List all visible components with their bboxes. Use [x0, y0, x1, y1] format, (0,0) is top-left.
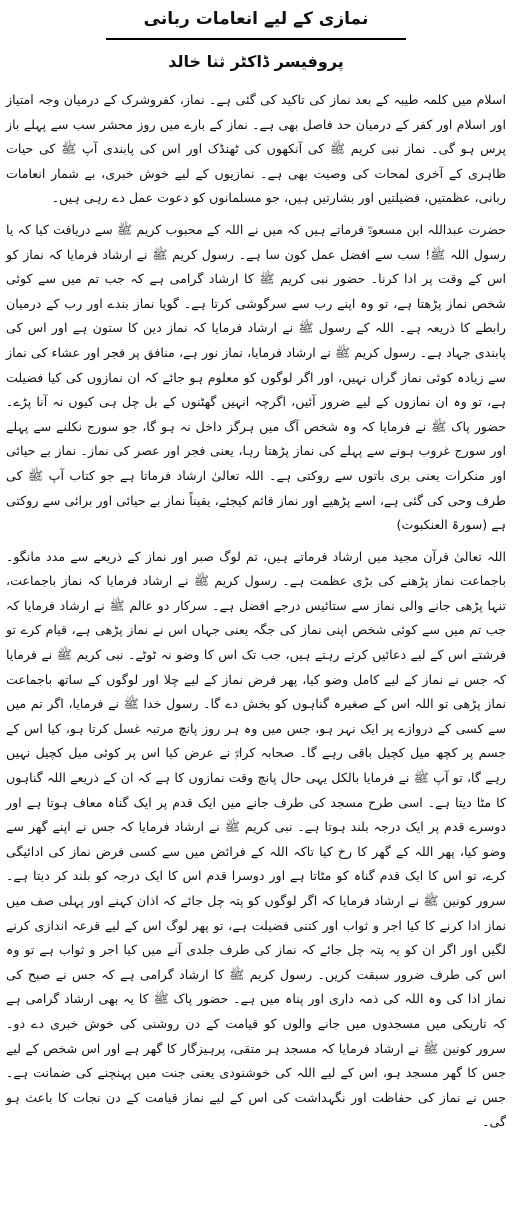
article-author: پروفیسر ڈاکٹر ثنا خالد — [168, 52, 344, 71]
article-paragraph-3: اللہ تعالیٰ قرآن مجید میں ارشاد فرماتے ہیں، تم لوگ صبر اور نماز کے ذریعے سے مدد مانگو۔ باجماعت نماز پڑھنے کی بڑی عظمت ہے۔ رسول کریم ﷺ نے ارشاد فرمایا کہ نماز باجماعت، تنہا پڑھی جانے والی نماز سے ستائیس درجے افضل ہے۔ سرکار دو عالم ﷺ نے ارشاد فرمایا کہ جب تم میں سے کوئی شخص اپنی نماز کی جگہ یعنی جہاں اس نے نماز پڑھی ہے، قیام کرے تو فرشتے اس کے لیے دعائیں کرتے رہتے ہیں، جب تک اس کا وضو نہ ٹوٹے۔ نبی کریم ﷺ نے فرمایا کہ جس نے نماز کے لیے کامل وضو کیا، پھر فرض نماز کے لیے چلا اور لوگوں کے ساتھ باجماعت نماز پڑھی تو اللہ اس کے صغیرہ گناہوں کو بخش دے گا۔ رسول خدا ﷺ نے فرمایا، اگر تم میں سے کسی کے دروازے پر ایک نہر ہو، جس میں وہ ہر روز پانچ مرتبہ غسل کرتا ہو، کیا اس کے جسم پر کچھ میل کچیل باقی رہے گا۔ صحابہ کرامؓ نے عرض کیا اس پر کوئی میل کچیل نہیں رہے گا، تو آپ ﷺ نے فرمایا بالکل یہی حال پانچ وقت نمازوں کا ہے کہ ان کے ذریعے اللہ گناہوں کا مٹا دیتا ہے۔ اسی طرح مسجد کی طرف جانے میں ایک قدم پر ایک گناہ معاف ہوتا ہے اور دوسرے قدم پر ایک درجہ بلند ہوتا ہے۔ نبی کریم ﷺ نے ارشاد فرمایا کہ جس نے اپنے گھر سے وضو کیا، پھر اللہ کے گھر کا رخ کیا تاکہ اللہ کے فرائض میں سے کسی فرض نماز کی ادائیگی کرے، تو اس کا ایک قدم گناہ کو مٹاتا ہے اور دوسرا قدم اس کا ایک درجہ کو بلند کر دیتا ہے۔ سرور کونین ﷺ نے ارشاد فرمایا کہ اگر لوگوں کو پتہ چل جائے کہ اذان کہنے اور پہلی صف میں نماز ادا کرنے کا کیا اجر و ثواب اور کتنی فضیلت ہے، تو پھر لوگ اس کے لیے قرعہ اندازی کرنے لگیں اور اگر ان کو یہ پتہ چل جائے کہ نماز کی طرف جلدی آنے میں کیا اجر و ثواب ہے تو وہ اس کی طرف ضرور سبقت کریں۔ رسول کریم ﷺ کا ارشاد گرامی ہے کہ جس نے صبح کی نماز ادا کی وہ اللہ کی ذمہ داری اور پناہ میں ہے۔ حضور پاک ﷺ کا یہ بھی ارشاد گرامی ہے کہ تاریکی میں مسجدوں میں جانے والوں کو قیامت کے دن روشنی کی خوش خبری دے دو۔ سرور کونین ﷺ نے ارشاد فرمایا کہ مسجد ہر متقی، پرہیزگار کا گھر ہے اور اس شخص کے لیے جس کا گھر مسجد ہو، اس کے لیے اللہ کی خوشنودی یعنی جنت میں پہنچنے کی ضمانت ہے۔ جس نے نماز کی حفاظت اور نگہداشت کی اس کے لیے نماز قیامت کے دن نجات کا باعث ہو گی۔ — [6, 548, 506, 1130]
article-paragraph-2: حضرت عبداللہ ابن مسعودؓ فرماتے ہیں کہ میں نے اللہ کے محبوب کریم ﷺ سے دریافت کیا کہ یا رسول اللہ ﷺ! سب سے افضل عمل کون سا ہے۔ رسول کریم ﷺ نے ارشاد فرمایا کہ نماز کو اس کے وقت پر ادا کرنا۔ حضور نبی کریم ﷺ کا ارشاد گرامی ہے کہ جب تم میں سے کوئی شخص نماز پڑھتا ہے، تو وہ اپنے رب سے سرگوشی کرتا ہے۔ گویا نماز بندے اور رب کے درمیان رابطے کا ذریعہ ہے۔ اللہ کے رسول ﷺ نے ارشاد فرمایا کہ نماز دین کا ستون ہے اور اس کی پابندی جہاد ہے۔ رسول کریم ﷺ نے ارشاد فرمایا، نماز نور ہے، منافق پر فجر اور عشاء کی نماز سے زیادہ کوئی نماز گراں نہیں، اور اگر لوگوں کو معلوم ہو جائے کہ ان نمازوں کی کیا فضیلت ہے، تو وہ ان نمازوں کے لیے ضرور آئیں، اگرچہ انہیں گھٹنوں کے بل چل ہی کیوں نہ آنا پڑے۔ حضور پاک ﷺ نے فرمایا کہ وہ شخص آگ میں ہرگز داخل نہ ہو گا، جو سورج نکلنے سے پہلے اور سورج غروب ہونے سے پہلے کی نماز پڑھتا رہا، یعنی فجر اور عصر کی نماز۔ نماز بے حیائی اور منکرات یعنی بری باتوں سے روکتی ہے۔ اللہ تعالیٰ ارشاد فرماتا ہے جو کتاب آپ ﷺ کی طرف وحی کی گئی ہے، اسے پڑھیے اور نماز قائم کیجئے، یقیناً نماز بے حیائی اور برائی سے روکتی ہے (سورۃ العنکبوت) — [6, 221, 506, 533]
article-paragraph-1: اسلام میں کلمہ طیبہ کے بعد نماز کی تاکید کی گئی ہے۔ نماز، کفروشرک کے درمیان وجہ امتیاز اور اسلام اور کفر کے درمیان حد فاصل بھی ہے۔ نماز کے بارے میں روز محشر سب سے پہلے باز پرس ہو گی۔ نماز نبی کریم ﷺ کی آنکھوں کی ٹھنڈک اور اس کی پابندی آپ ﷺ کی حیات ظاہری کے آخری لمحات کی وصیت بھی ہے۔ نمازیوں کے لیے خوش خبری، بے شمار انعامات ربانی، عظمتیں، فضیلتیں اور بشارتیں ہیں، جو مسلمانوں کو دعوت عمل دے رہی ہیں۔ — [6, 92, 506, 206]
article-title: نمازی کے لیے انعامات ربانی — [143, 9, 369, 29]
title-divider — [106, 38, 406, 40]
